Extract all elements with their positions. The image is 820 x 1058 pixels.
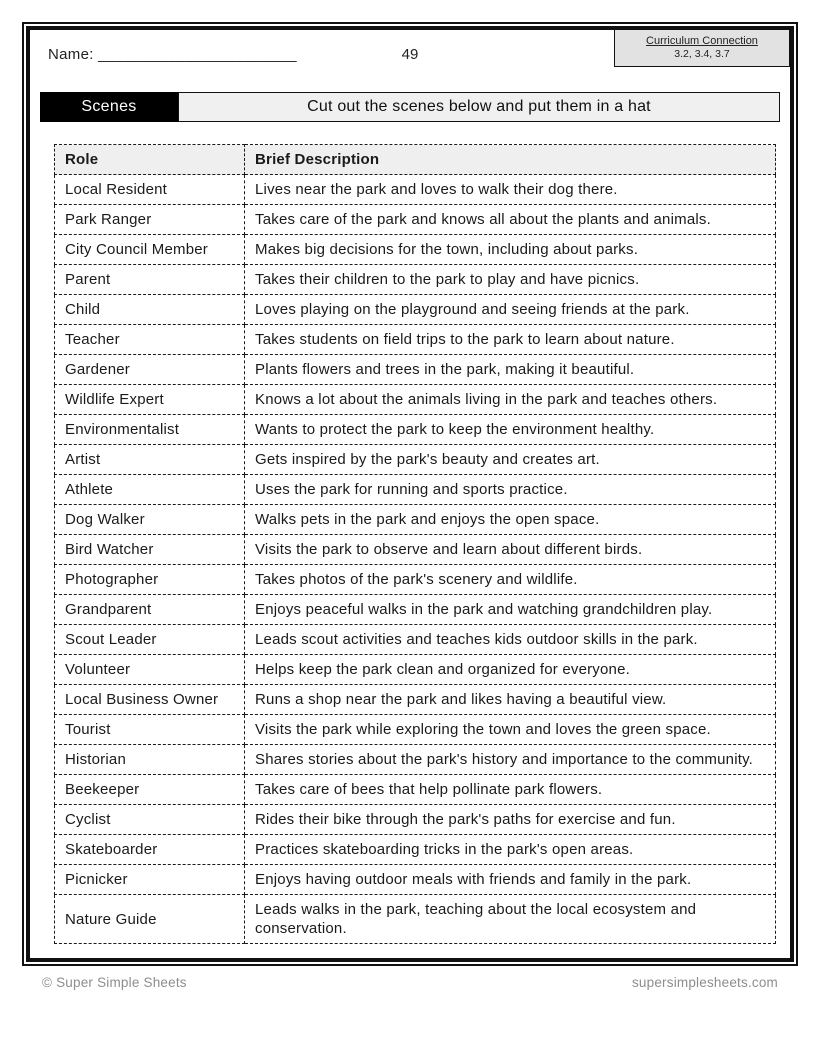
role-cell: Artist — [55, 445, 245, 475]
table-row — [55, 865, 776, 895]
description-cell: Visits the park while exploring the town and loves the green space. — [245, 715, 776, 745]
role-cell: Dog Walker — [55, 505, 245, 535]
table-row — [55, 805, 776, 835]
worksheet-header — [38, 30, 782, 92]
role-cell: Photographer — [55, 565, 245, 595]
description-cell: Takes photos of the park's scenery and wildlife. — [245, 565, 776, 595]
description-cell: Plants flowers and trees in the park, making it beautiful. — [245, 355, 776, 385]
description-cell: Takes care of the park and knows all about the plants and animals. — [245, 205, 776, 235]
curriculum-connection-box — [614, 30, 790, 67]
page-footer — [22, 966, 798, 990]
table-row — [55, 745, 776, 775]
table-row — [55, 685, 776, 715]
page-frame-inner — [26, 26, 794, 962]
role-cell: Tourist — [55, 715, 245, 745]
role-cell: Parent — [55, 265, 245, 295]
description-cell: Uses the park for running and sports practice. — [245, 475, 776, 505]
column-header-role: Role — [55, 145, 245, 175]
table-row — [55, 265, 776, 295]
role-cell: Child — [55, 295, 245, 325]
page-number: 49 — [401, 46, 419, 63]
footer-copyright: © Super Simple Sheets — [42, 975, 187, 990]
description-cell: Takes their children to the park to play and have picnics. — [245, 265, 776, 295]
role-cell: Local Resident — [55, 175, 245, 205]
description-cell: Leads scout activities and teaches kids outdoor skills in the park. — [245, 625, 776, 655]
role-cell: Athlete — [55, 475, 245, 505]
description-cell: Knows a lot about the animals living in the park and teaches others. — [245, 385, 776, 415]
role-cell: Grandparent — [55, 595, 245, 625]
table-row — [55, 835, 776, 865]
table-row — [55, 655, 776, 685]
name-blank-line: Name: _______________________ — [48, 46, 297, 63]
table-row — [55, 715, 776, 745]
description-cell: Walks pets in the park and enjoys the open space. — [245, 505, 776, 535]
description-cell: Rides their bike through the park's paths for exercise and fun. — [245, 805, 776, 835]
table-row — [55, 295, 776, 325]
description-cell: Takes students on field trips to the park to learn about nature. — [245, 325, 776, 355]
table-row — [55, 535, 776, 565]
table-row — [55, 355, 776, 385]
role-cell: Teacher — [55, 325, 245, 355]
description-cell: Makes big decisions for the town, including about parks. — [245, 235, 776, 265]
section-label-scenes: Scenes — [40, 92, 178, 122]
table-header-row — [55, 145, 776, 175]
table-row — [55, 625, 776, 655]
role-cell: Scout Leader — [55, 625, 245, 655]
description-cell: Gets inspired by the park's beauty and creates art. — [245, 445, 776, 475]
curriculum-connection-codes: 3.2, 3.4, 3.7 — [674, 48, 730, 60]
scenes-table — [54, 144, 776, 944]
section-bar — [40, 92, 780, 122]
section-instruction: Cut out the scenes below and put them in a hat — [178, 92, 780, 122]
table-row — [55, 475, 776, 505]
role-cell: Nature Guide — [55, 895, 245, 944]
description-cell: Wants to protect the park to keep the environment healthy. — [245, 415, 776, 445]
description-cell: Enjoys having outdoor meals with friends and family in the park. — [245, 865, 776, 895]
description-cell: Practices skateboarding tricks in the park's open areas. — [245, 835, 776, 865]
role-cell: City Council Member — [55, 235, 245, 265]
role-cell: Wildlife Expert — [55, 385, 245, 415]
table-row — [55, 205, 776, 235]
description-cell: Loves playing on the playground and seeing friends at the park. — [245, 295, 776, 325]
role-cell: Skateboarder — [55, 835, 245, 865]
table-row — [55, 595, 776, 625]
role-cell: Bird Watcher — [55, 535, 245, 565]
table-row — [55, 775, 776, 805]
table-row — [55, 385, 776, 415]
page-frame-outer — [22, 22, 798, 966]
description-cell: Takes care of bees that help pollinate park flowers. — [245, 775, 776, 805]
table-row — [55, 565, 776, 595]
description-cell: Shares stories about the park's history and importance to the community. — [245, 745, 776, 775]
role-cell: Local Business Owner — [55, 685, 245, 715]
role-cell: Environmentalist — [55, 415, 245, 445]
scenes-table-body — [55, 175, 776, 944]
description-cell: Lives near the park and loves to walk their dog there. — [245, 175, 776, 205]
role-cell: Historian — [55, 745, 245, 775]
description-cell: Leads walks in the park, teaching about the local ecosystem and conservation. — [245, 895, 776, 944]
description-cell: Visits the park to observe and learn about different birds. — [245, 535, 776, 565]
role-cell: Cyclist — [55, 805, 245, 835]
role-cell: Beekeeper — [55, 775, 245, 805]
table-row — [55, 325, 776, 355]
description-cell: Enjoys peaceful walks in the park and watching grandchildren play. — [245, 595, 776, 625]
table-row — [55, 895, 776, 944]
table-row — [55, 235, 776, 265]
role-cell: Picnicker — [55, 865, 245, 895]
table-row — [55, 445, 776, 475]
table-row — [55, 505, 776, 535]
table-row — [55, 415, 776, 445]
curriculum-connection-title: Curriculum Connection — [646, 35, 758, 47]
role-cell: Gardener — [55, 355, 245, 385]
role-cell: Volunteer — [55, 655, 245, 685]
column-header-description: Brief Description — [245, 145, 776, 175]
table-row — [55, 175, 776, 205]
description-cell: Helps keep the park clean and organized for everyone. — [245, 655, 776, 685]
footer-website: supersimplesheets.com — [631, 975, 778, 990]
role-cell: Park Ranger — [55, 205, 245, 235]
description-cell: Runs a shop near the park and likes having a beautiful view. — [245, 685, 776, 715]
